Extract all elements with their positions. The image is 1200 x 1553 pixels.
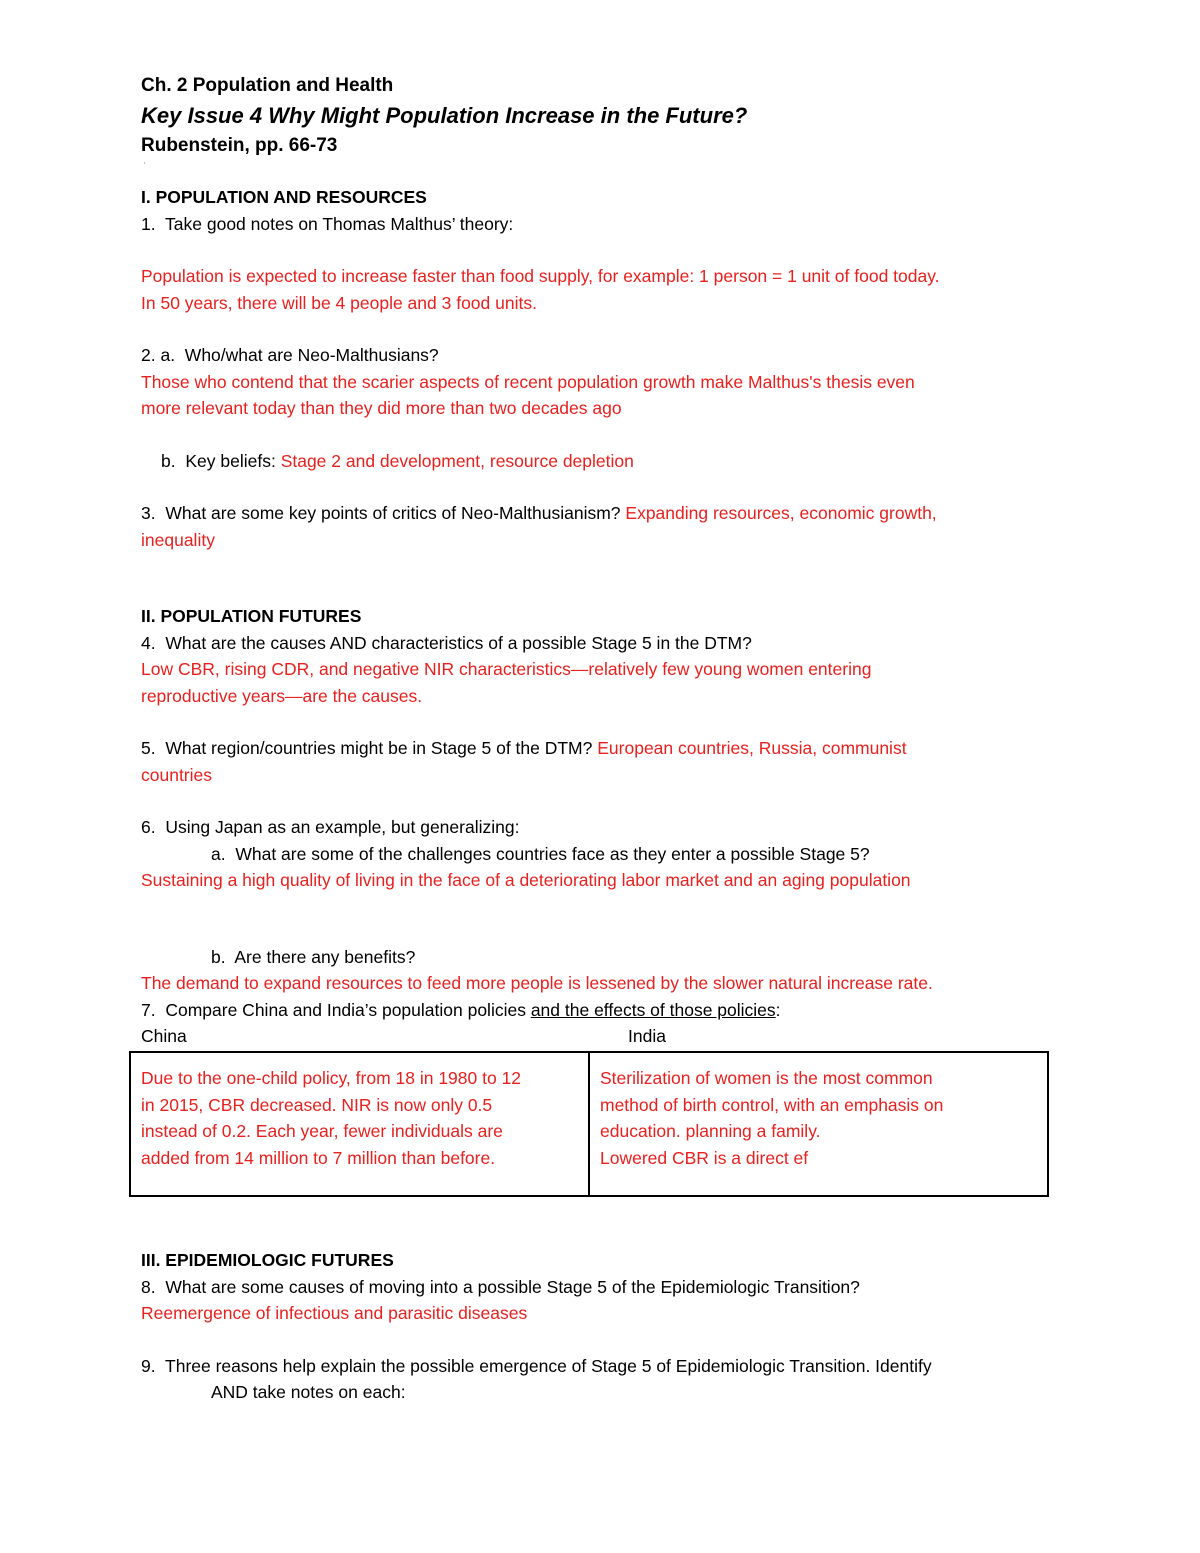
india-line-3: education. planning a family. xyxy=(600,1121,821,1141)
question-8 xyxy=(141,1274,1061,1301)
question-1 xyxy=(141,211,1061,238)
comparison-table xyxy=(129,1051,1049,1197)
question-2b-number: b. xyxy=(161,450,176,471)
question-8-text: What are some causes of moving into a possible Stage 5 of the Epidemiologic Transition? xyxy=(165,1276,860,1297)
question-3 xyxy=(141,500,1061,527)
question-4 xyxy=(141,630,1061,657)
question-7-end: : xyxy=(775,999,781,1020)
question-2a xyxy=(141,342,1061,369)
question-7-text: Compare China and India’s population policies xyxy=(165,999,526,1020)
question-6a-number: a. xyxy=(211,843,226,864)
question-2b xyxy=(141,448,1061,475)
question-6 xyxy=(141,814,1061,841)
answer-1-line-2: In 50 years, there will be 4 people and 3 food units. xyxy=(141,292,537,313)
question-6a-text: What are some of the challenges countries face as they enter a possible Stage 5? xyxy=(235,843,870,864)
india-cell xyxy=(589,1052,1048,1196)
question-5-text: What region/countries might be in Stage 5 of the DTM? xyxy=(165,738,593,758)
china-line-2: in 2015, CBR decreased. NIR is now only 0.5 xyxy=(141,1094,493,1115)
source-reference xyxy=(141,132,1061,160)
china-line-4: added from 14 million to 7 million than before. xyxy=(141,1147,496,1168)
answer-6b: The demand to expand resources to feed more people is lessened by the slower natural increase rate. xyxy=(141,973,933,993)
question-6b-text: Are there any benefits? xyxy=(234,946,416,967)
table-column-headers xyxy=(141,1023,1061,1049)
question-6a xyxy=(141,841,1061,868)
question-3-text: What are some key points of critics of Neo-Malthusianism? xyxy=(165,503,621,523)
answer-2a-line-1: Those who contend that the scarier aspects of recent population growth make Malthus's thesis even xyxy=(141,371,915,392)
question-6-number: 6. xyxy=(141,817,156,837)
table-row xyxy=(130,1052,1048,1196)
question-7-underlined: and the effects of those policies xyxy=(530,999,776,1020)
question-2a-text: Who/what are Neo-Malthusians? xyxy=(184,345,439,365)
question-4-number: 4. xyxy=(141,632,156,653)
stray-mark: ' xyxy=(144,161,146,170)
section-heading-3: III. EPIDEMIOLOGIC FUTURES xyxy=(141,1250,394,1270)
answer-4-line-2: reproductive years—are the causes. xyxy=(141,685,423,706)
china-line-3: instead of 0.2. Each year, fewer individuals are xyxy=(141,1121,503,1141)
question-9-text: Three reasons help explain the possible emergence of Stage 5 of Epidemiologic Transition. Identify xyxy=(165,1355,932,1376)
question-2a-number: 2. a. xyxy=(141,345,176,365)
question-9-number: 9. xyxy=(141,1355,156,1376)
answer-1-line-1: Population is expected to increase faster than food supply, for example: 1 person = 1 unit of food today. xyxy=(141,266,940,286)
china-line-1: Due to the one-child policy, from 18 in 1980 to 12 xyxy=(141,1068,522,1088)
question-8-number: 8. xyxy=(141,1276,156,1297)
key-issue-title: Key Issue 4 Why Might Population Increase in the Future? xyxy=(141,103,748,128)
question-7-number: 7. xyxy=(141,999,156,1020)
answer-2a-line-2: more relevant today than they did more than two decades ago xyxy=(141,398,622,418)
india-line-4: Lowered CBR is a direct ef xyxy=(600,1147,809,1168)
answer-3-cont: inequality xyxy=(141,529,215,550)
answer-8: Reemergence of infectious and parasitic diseases xyxy=(141,1303,528,1323)
answer-5-cont: countries xyxy=(141,764,213,785)
question-5 xyxy=(141,735,1061,762)
question-3-number: 3. xyxy=(141,503,156,523)
source-text: Rubenstein, pp. 66-73 xyxy=(141,135,338,156)
india-line-1: Sterilization of women is the most common xyxy=(600,1068,933,1088)
answer-6a: Sustaining a high quality of living in the face of a deteriorating labor market and an aging population xyxy=(141,870,911,890)
china-cell xyxy=(130,1052,589,1196)
question-5-number: 5. xyxy=(141,738,156,758)
section-heading-1: I. POPULATION AND RESOURCES xyxy=(141,187,427,207)
answer-4-line-1: Low CBR, rising CDR, and negative NIR characteristics—relatively few young women entering xyxy=(141,659,872,679)
question-7 xyxy=(141,997,1061,1024)
answer-5: European countries, Russia, communist xyxy=(597,738,907,758)
column-header-china: China xyxy=(141,1026,187,1046)
india-line-2: method of birth control, with an emphasis on xyxy=(600,1094,944,1115)
answer-3: Expanding resources, economic growth, xyxy=(625,503,937,523)
question-2b-text: Key beliefs: xyxy=(185,450,276,471)
question-9 xyxy=(141,1353,1061,1380)
column-header-india: India xyxy=(628,1026,666,1046)
question-6b xyxy=(141,944,1061,971)
question-1-text: Take good notes on Thomas Malthus’ theory: xyxy=(165,213,514,234)
question-1-number: 1. xyxy=(141,213,156,234)
answer-2b: Stage 2 and development, resource depletion xyxy=(280,450,634,471)
question-6-text: Using Japan as an example, but generalizing: xyxy=(165,817,520,837)
question-4-text: What are the causes AND characteristics of a possible Stage 5 in the DTM? xyxy=(165,632,752,653)
section-heading-2: II. POPULATION FUTURES xyxy=(141,606,362,626)
question-6b-number: b. xyxy=(211,946,226,967)
question-9-cont: AND take notes on each: xyxy=(211,1382,406,1402)
worksheet-page xyxy=(141,72,1061,1406)
chapter-title: Ch. 2 Population and Health xyxy=(141,75,394,96)
